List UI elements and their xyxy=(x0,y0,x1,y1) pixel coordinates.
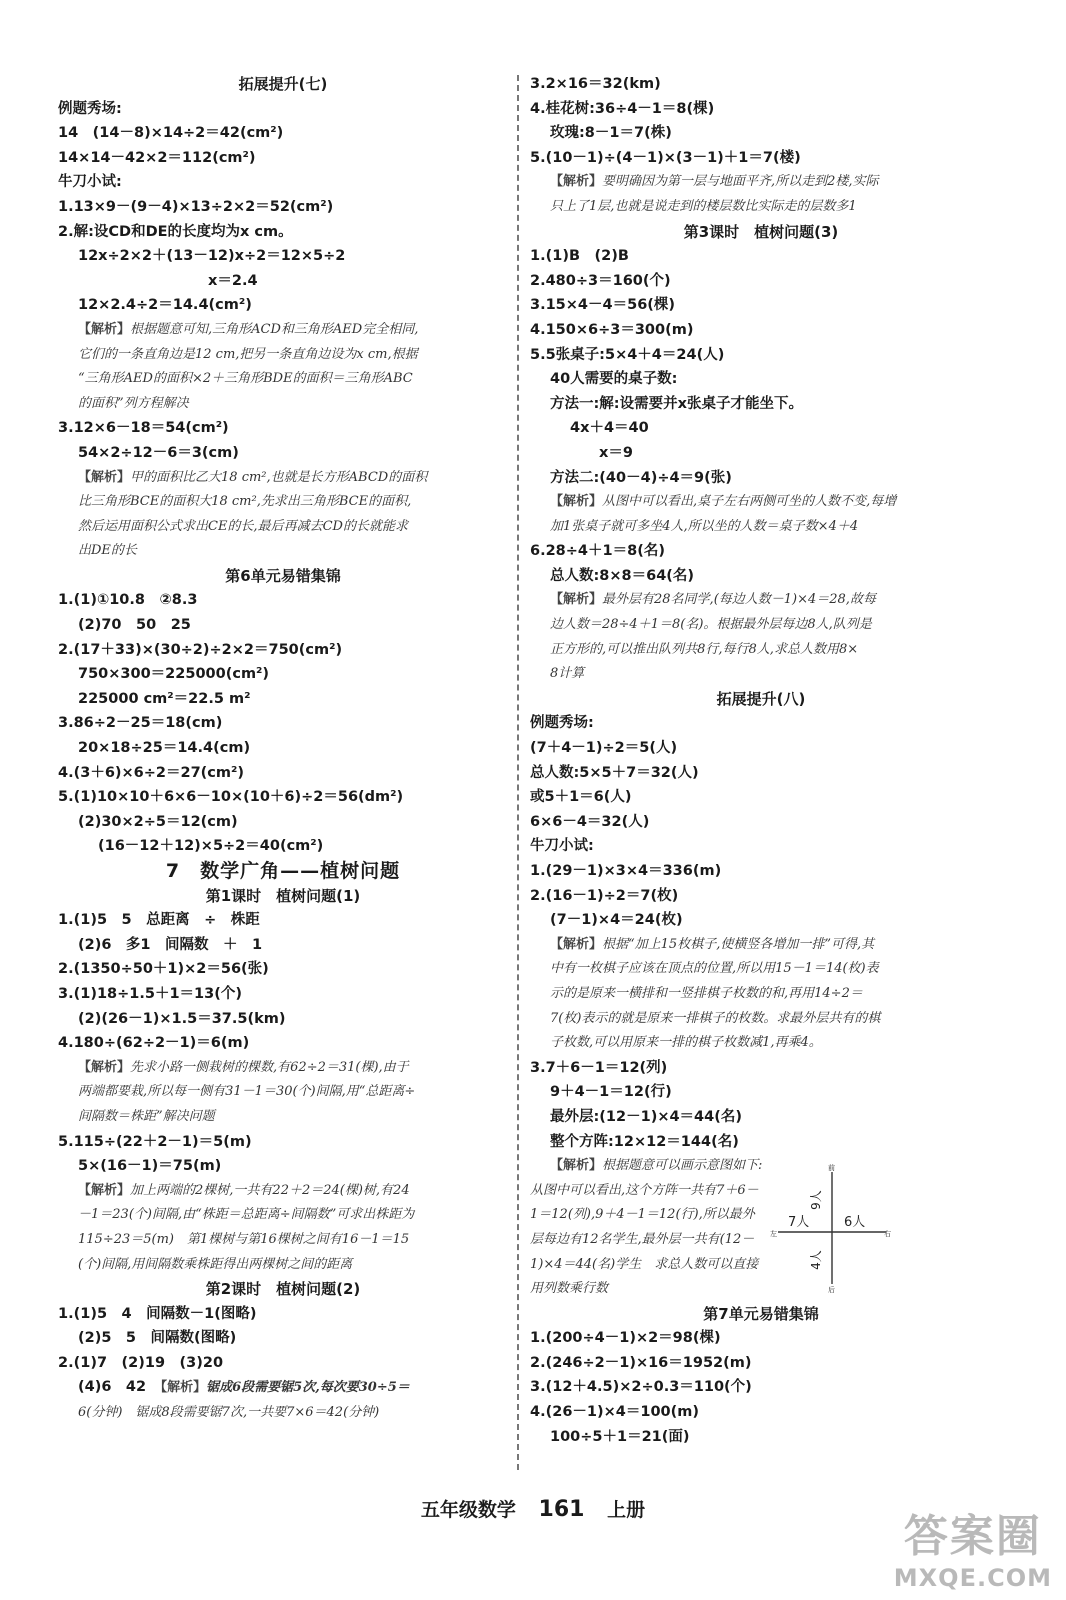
watermark-url: MXQE.COM xyxy=(893,1564,1052,1592)
analysis-line xyxy=(530,170,992,195)
line-text: 第7单元易错集锦 xyxy=(703,1304,819,1323)
answer-line xyxy=(530,244,992,269)
line-text: (个)间隔,用间隔数乘株距得出两棵树之间的距离 xyxy=(78,1256,353,1272)
answer-line xyxy=(530,711,992,736)
line-text: 第3课时 植树问题(3) xyxy=(683,222,839,241)
analysis-line xyxy=(58,1203,508,1228)
line-text: 9＋4－1＝12(行) xyxy=(550,1084,672,1101)
analysis-line xyxy=(58,318,508,343)
answer-line xyxy=(58,982,508,1007)
line-text: 2.(16－1)÷2＝7(枚) xyxy=(530,887,679,904)
line-text: (2)5 5 间隔数(图略) xyxy=(78,1330,237,1347)
analysis-line xyxy=(530,638,992,663)
line-text: 3.7＋6－1＝12(列) xyxy=(530,1059,668,1076)
section-heading xyxy=(58,859,508,884)
line-text: 2.(1350÷50＋1)×2＝56(张) xyxy=(58,961,269,978)
diagram-label-left: 7人 xyxy=(788,1215,810,1231)
diagram-end-mark: 左 xyxy=(770,1230,778,1239)
line-text: 第1课时 植树问题(1) xyxy=(205,886,361,905)
line-text: 中有一枚棋子应该在顶点的位置,所以用15－1＝14(枚)表 xyxy=(550,961,879,977)
footer-grade: 五年级数学 xyxy=(420,1499,516,1521)
line-text: (2)6 多1 间隔数 ＋ 1 xyxy=(78,936,263,953)
analysis-line xyxy=(58,490,508,515)
line-text: (2)70 50 25 xyxy=(78,617,191,634)
answer-line xyxy=(530,72,992,97)
analysis-line xyxy=(530,1253,762,1278)
line-text: 3.86÷2－25＝18(cm) xyxy=(58,715,223,732)
line-text: 115÷23＝5(m) 第1棵树与第16棵树之间有16－1＝15 xyxy=(78,1231,410,1247)
line-text: 225000 cm²＝22.5 m² xyxy=(78,690,251,707)
line-text: 出DE的长 xyxy=(78,543,137,559)
answer-line xyxy=(58,195,508,220)
line-text: 3.12×6－18＝54(cm²) xyxy=(58,420,229,437)
section-heading xyxy=(58,884,508,909)
line-text: (7＋4－1)÷2＝5(人) xyxy=(530,740,678,757)
analysis-line xyxy=(58,392,508,417)
answer-line xyxy=(58,121,508,146)
line-text: (16－12＋12)×5÷2＝40(cm²) xyxy=(98,838,324,855)
line-text: x＝2.4 xyxy=(208,272,258,289)
line-text: 整个方阵:12×12＝144(名) xyxy=(550,1133,739,1150)
line-text: 比三角形BCE的面积大18 cm²,先求出三角形BCE的面积, xyxy=(78,494,412,510)
analysis-tag: 【解析】 xyxy=(78,1059,131,1075)
line-text: 1＝12(列),9＋4－1＝12(行),所以最外 xyxy=(530,1207,755,1223)
analysis-tag: 【解析】 xyxy=(160,1380,207,1396)
line-text: 间隔数＝株距”解决问题 xyxy=(78,1108,215,1124)
line-text: 14 (14－8)×14÷2＝42(cm²) xyxy=(58,125,284,142)
line-text: 6.28÷4＋1＝8(名) xyxy=(530,543,665,560)
answer-line xyxy=(530,1425,992,1450)
line-text: 1.(29－1)×3×4＝336(m) xyxy=(530,863,722,879)
line-text: 3.(1)18÷1.5＋1＝13(个) xyxy=(58,985,242,1002)
line-text: 5.(1)10×10＋6×6－10×(10＋6)÷2＝56(dm²) xyxy=(58,789,404,806)
line-text: 先求小路一侧栽树的棵数,有62÷2＝31(棵),由于 xyxy=(130,1059,409,1075)
answer-line xyxy=(530,1400,992,1425)
answer-line xyxy=(58,687,508,712)
analysis-tag: 【解析】 xyxy=(78,1182,131,1198)
line-text: 14×14－42×2＝112(cm²) xyxy=(58,149,256,166)
line-text: 1.13×9－(9－4)×13÷2×2＝52(cm²) xyxy=(58,198,334,215)
line-text: 4.桂花树:36÷4－1＝8(棵) xyxy=(530,100,715,117)
line-text: 拓展提升(八) xyxy=(716,689,806,708)
line-text: “三角形AED的面积×2＋三角形BDE的面积＝三角形ABC xyxy=(78,371,413,387)
answer-line xyxy=(530,1056,992,1081)
analysis-line xyxy=(58,1179,508,1204)
analysis-line xyxy=(530,982,992,1007)
answer-line xyxy=(530,859,992,884)
line-text: 从图中可以看出,桌子左右两侧可坐的人数不变,每增 xyxy=(602,494,897,510)
line-text: 5.115÷(22＋2－1)＝5(m) xyxy=(58,1133,252,1150)
answer-line xyxy=(58,244,508,269)
answer-line xyxy=(530,367,992,392)
answer-line xyxy=(530,392,992,417)
answer-column-right xyxy=(530,72,992,1449)
line-text: －1＝23(个)间隔,由“株距＝总距离÷间隔数”可求出株距为 xyxy=(78,1207,415,1223)
answer-line xyxy=(58,736,508,761)
answer-line xyxy=(58,810,508,835)
analysis-tag: 【解析】 xyxy=(550,494,603,510)
answer-line xyxy=(530,441,992,466)
analysis-line xyxy=(58,466,508,491)
analysis-line xyxy=(530,957,992,982)
line-text: 总人数:5×5＋7＝32(人) xyxy=(530,764,699,781)
analysis-line xyxy=(58,539,508,564)
answer-line xyxy=(58,170,508,195)
answer-line xyxy=(530,466,992,491)
answer-line xyxy=(58,1007,508,1032)
line-text: (7－1)×4＝24(枚) xyxy=(550,912,683,929)
answer-line xyxy=(530,785,992,810)
analysis-tag: 【解析】 xyxy=(550,174,603,190)
line-text: 甲的面积比乙大18 cm²,也就是长方形ABCD的面积 xyxy=(130,469,428,485)
line-text: 4.(3＋6)×6÷2＝27(cm²) xyxy=(58,764,244,781)
line-text: 例题秀场: xyxy=(530,715,594,732)
line-text: (4)6 42 xyxy=(78,1379,161,1396)
line-text: 5.5张桌子:5×4＋4＝24(人) xyxy=(530,346,725,363)
answer-line xyxy=(58,1351,508,1376)
analysis-line xyxy=(530,1228,762,1253)
line-text: 6×6－4＝32(人) xyxy=(530,813,650,830)
answer-line xyxy=(530,810,992,835)
line-text: 总人数:8×8＝64(名) xyxy=(550,567,695,584)
analysis-line xyxy=(530,1031,992,1056)
line-text: 3.2×16＝32(km) xyxy=(530,76,661,92)
analysis-line xyxy=(58,1080,508,1105)
answer-line xyxy=(58,293,508,318)
section-heading xyxy=(530,220,992,245)
line-text: 锯成6段需要锯5次,每次要30÷5＝ xyxy=(206,1380,410,1396)
line-text: 12x÷2×2＋(13－12)x÷2＝12×5÷2 xyxy=(78,248,346,265)
watermark xyxy=(894,1500,1052,1592)
diagram-label-top: 9人 xyxy=(809,1190,824,1210)
line-text: 然后运用面积公式求出CE的长,最后再减去CD的长就能求 xyxy=(78,518,408,534)
line-text: 4x＋4＝40 xyxy=(570,420,649,437)
line-text: 1.(1)5 4 间隔数－1(图略) xyxy=(58,1305,257,1322)
line-text: 示的是原来一横排和一竖排棋子枚数的和,再用14÷2＝ xyxy=(550,985,863,1001)
answer-column-left xyxy=(58,72,508,1426)
answer-line xyxy=(58,834,508,859)
answer-line xyxy=(530,97,992,122)
analysis-line xyxy=(530,1179,762,1204)
line-text: 玫瑰:8－1＝7(株) xyxy=(550,125,672,142)
line-text: 或5＋1＝6(人) xyxy=(530,789,632,806)
analysis-line xyxy=(530,1154,762,1179)
page-number: 161 xyxy=(538,1497,585,1522)
line-text: 1.(1)5 5 总距离 ÷ 株距 xyxy=(58,912,260,929)
line-text: 54×2÷12－6＝3(cm) xyxy=(78,444,239,461)
line-text: (2)30×2÷5＝12(cm) xyxy=(78,813,238,830)
line-text: 牛刀小试: xyxy=(58,174,122,191)
line-text: 3.(12＋4.5)×2÷0.3＝110(个) xyxy=(530,1379,752,1396)
answer-line xyxy=(530,834,992,859)
analysis-line xyxy=(58,367,508,392)
answer-line xyxy=(530,1351,992,1376)
analysis-line xyxy=(530,613,992,638)
line-text: 最外层:(12－1)×4＝44(名) xyxy=(550,1108,742,1125)
answer-line xyxy=(530,908,992,933)
line-text: 2.480÷3＝160(个) xyxy=(530,272,671,289)
analysis-with-diagram xyxy=(530,1154,992,1302)
analysis-line xyxy=(530,1007,992,1032)
analysis-inline xyxy=(161,1380,410,1395)
analysis-line xyxy=(58,1228,508,1253)
line-text: 2.(1)7 (2)19 (3)20 xyxy=(58,1354,224,1371)
line-text: 加1张桌子就可多坐4人,所以坐的人数＝桌子数×4＋4 xyxy=(550,518,859,534)
diagram-end-mark: 右 xyxy=(884,1230,892,1239)
line-text: 根据题意可知,三角形ACD和三角形AED完全相同, xyxy=(130,321,419,337)
line-text: 5×(16－1)＝75(m) xyxy=(78,1158,222,1175)
line-text: 4.180÷(62÷2－1)＝6(m) xyxy=(58,1035,250,1052)
diagram-end-mark: 前 xyxy=(828,1164,836,1173)
answer-line xyxy=(530,293,992,318)
line-text: 20×18÷25＝14.4(cm) xyxy=(78,740,251,757)
section-heading xyxy=(530,687,992,712)
answer-line xyxy=(530,1080,992,1105)
answer-line xyxy=(530,1105,992,1130)
analysis-tag: 【解析】 xyxy=(78,469,131,485)
line-text: 5.(10－1)÷(4－1)×(3－1)＋1＝7(楼) xyxy=(530,149,801,166)
answer-line xyxy=(530,318,992,343)
line-text: 7 数学广角——植树问题 xyxy=(165,860,401,882)
answer-line xyxy=(530,146,992,171)
answer-line xyxy=(530,539,992,564)
answer-line xyxy=(58,933,508,958)
line-text: 3.15×4－4＝56(棵) xyxy=(530,297,676,314)
column-divider xyxy=(517,75,519,1470)
answer-line xyxy=(530,736,992,761)
line-text: 2.(17＋33)×(30÷2)÷2×2＝750(cm²) xyxy=(58,641,343,658)
analysis-line xyxy=(530,933,992,958)
answer-line xyxy=(58,441,508,466)
answer-line xyxy=(58,1326,508,1351)
line-text: 从图中可以看出,这个方阵一共有7＋6－ xyxy=(530,1182,759,1198)
answer-line xyxy=(58,613,508,638)
line-text: 只上了1层,也就是说走到的楼层数比实际走的层数多1 xyxy=(550,198,857,214)
line-text: 第6单元易错集锦 xyxy=(225,566,341,585)
analysis-tag: 【解析】 xyxy=(550,936,603,952)
line-text: 的面积”列方程解决 xyxy=(78,395,189,411)
answer-line xyxy=(58,1130,508,1155)
line-text: 2.解:设CD和DE的长度均为x cm。 xyxy=(58,223,293,240)
line-text: 根据“加上15枚棋子,使横竖各增加一排”可得,其 xyxy=(602,936,875,952)
line-text: (2)(26－1)×1.5＝37.5(km) xyxy=(78,1010,286,1027)
line-text: 12×2.4÷2＝14.4(cm²) xyxy=(78,297,252,314)
diagram-end-mark: 后 xyxy=(828,1286,836,1295)
footer-volume: 上册 xyxy=(607,1499,646,1521)
line-text: 1.(1)B (2)B xyxy=(530,248,629,265)
analysis-line xyxy=(530,195,992,220)
section-heading xyxy=(58,1277,508,1302)
line-text: 6(分钟) 锯成8段需要锯7次,一共要7×6＝42(分钟) xyxy=(78,1405,380,1421)
analysis-line xyxy=(58,1105,508,1130)
line-text: 拓展提升(七) xyxy=(238,75,328,93)
line-text: 它们的一条直角边是12 cm,把另一条直角边设为x cm,根据 xyxy=(78,346,418,362)
analysis-line xyxy=(530,490,992,515)
answer-line xyxy=(530,884,992,909)
analysis-line xyxy=(58,515,508,540)
section-heading xyxy=(530,1302,992,1327)
line-text: 例题秀场: xyxy=(58,100,122,117)
answer-line xyxy=(58,785,508,810)
line-text: 最外层有28名同学,(每边人数－1)×4＝28,故每 xyxy=(602,592,876,608)
analysis-line xyxy=(530,588,992,613)
line-text: 4.(26－1)×4＝100(m) xyxy=(530,1404,699,1421)
answer-line xyxy=(58,588,508,613)
answer-line xyxy=(530,1375,992,1400)
line-text: 方法二:(40－4)÷4＝9(张) xyxy=(550,469,732,486)
diagram-label-right: 6人 xyxy=(844,1215,866,1231)
analysis-tag: 【解析】 xyxy=(550,1158,603,1174)
line-text: 方法一:解:设需要并x张桌子才能坐下。 xyxy=(550,395,803,412)
answer-line xyxy=(58,97,508,122)
line-text: 子枚数,可以用原来一排的棋子枚数减1,再乘4。 xyxy=(550,1035,822,1051)
line-text: 用列数乘行数 xyxy=(530,1281,609,1297)
line-text: 加上两端的2棵树,一共有22＋2＝24(棵)树,有24 xyxy=(130,1182,410,1198)
answer-line xyxy=(58,1375,508,1401)
line-text: 2.(246÷2－1)×16＝1952(m) xyxy=(530,1354,752,1371)
analysis-tag: 【解析】 xyxy=(550,592,603,608)
answer-line xyxy=(530,1326,992,1351)
section-heading xyxy=(58,72,508,97)
formation-diagram xyxy=(770,1160,892,1295)
line-text: 正方形的,可以推出队列共8行,每行8人,求总人数用8× xyxy=(550,641,859,657)
answer-line xyxy=(58,1154,508,1179)
answer-line xyxy=(530,416,992,441)
line-text: 要明确因为第一层与地面平齐,所以走到2楼,实际 xyxy=(602,174,879,190)
line-text: 牛刀小试: xyxy=(530,838,594,855)
answer-line xyxy=(530,269,992,294)
line-text: 40人需要的桌子数: xyxy=(550,371,678,388)
line-text: 7(枚)表示的就是原来一排棋子的枚数。求最外层共有的棋 xyxy=(550,1010,881,1026)
answer-line xyxy=(58,638,508,663)
watermark-logo: 答案圈 xyxy=(903,1511,1042,1562)
answer-line xyxy=(530,343,992,368)
line-text: 1)×4＝44(名)学生 求总人数可以直接 xyxy=(530,1256,759,1272)
answer-line xyxy=(58,146,508,171)
answer-line xyxy=(58,1302,508,1327)
line-text: 两端都要栽,所以每一侧有31－1＝30(个)间隔,用“总距离÷ xyxy=(78,1084,416,1100)
line-text: 8计算 xyxy=(550,666,585,682)
answer-line xyxy=(58,908,508,933)
section-heading xyxy=(58,564,508,589)
analysis-line xyxy=(58,343,508,368)
answer-line xyxy=(58,269,508,294)
answer-line xyxy=(530,121,992,146)
line-text: 层每边有12名学生,最外层一共有(12－ xyxy=(530,1231,755,1247)
analysis-line xyxy=(58,1056,508,1081)
line-text: 根据题意可以画示意图如下: xyxy=(602,1158,763,1174)
analysis-line xyxy=(530,1203,762,1228)
line-text: 1.(1)①10.8 ②8.3 xyxy=(58,592,198,609)
answer-line xyxy=(58,1031,508,1056)
answer-line xyxy=(58,761,508,786)
answer-line xyxy=(530,761,992,786)
line-text: 1.(200÷4－1)×2＝98(棵) xyxy=(530,1330,721,1347)
analysis-line xyxy=(530,515,992,540)
answer-line xyxy=(58,662,508,687)
line-text: x＝9 xyxy=(570,444,633,461)
line-text: 边人数＝28÷4＋1＝8(名)。根据最外层每边8人,队列是 xyxy=(550,617,872,633)
line-text: 4.150×6÷3＝300(m) xyxy=(530,321,694,338)
answer-line xyxy=(58,416,508,441)
answer-line xyxy=(530,1130,992,1155)
analysis-line xyxy=(530,662,992,687)
answer-line xyxy=(58,957,508,982)
line-text: 750×300＝225000(cm²) xyxy=(78,666,270,683)
answer-line xyxy=(530,564,992,589)
line-text: 100÷5＋1＝21(面) xyxy=(550,1428,690,1445)
analysis-tag: 【解析】 xyxy=(78,321,131,337)
analysis-line xyxy=(58,1401,508,1426)
analysis-line xyxy=(530,1277,762,1302)
analysis-line xyxy=(58,1253,508,1278)
diagram-label-bottom: 4人 xyxy=(809,1250,824,1270)
line-text: 第2课时 植树问题(2) xyxy=(205,1280,361,1299)
answer-line xyxy=(58,711,508,736)
analysis-text-block xyxy=(530,1154,762,1302)
answer-line xyxy=(58,220,508,245)
